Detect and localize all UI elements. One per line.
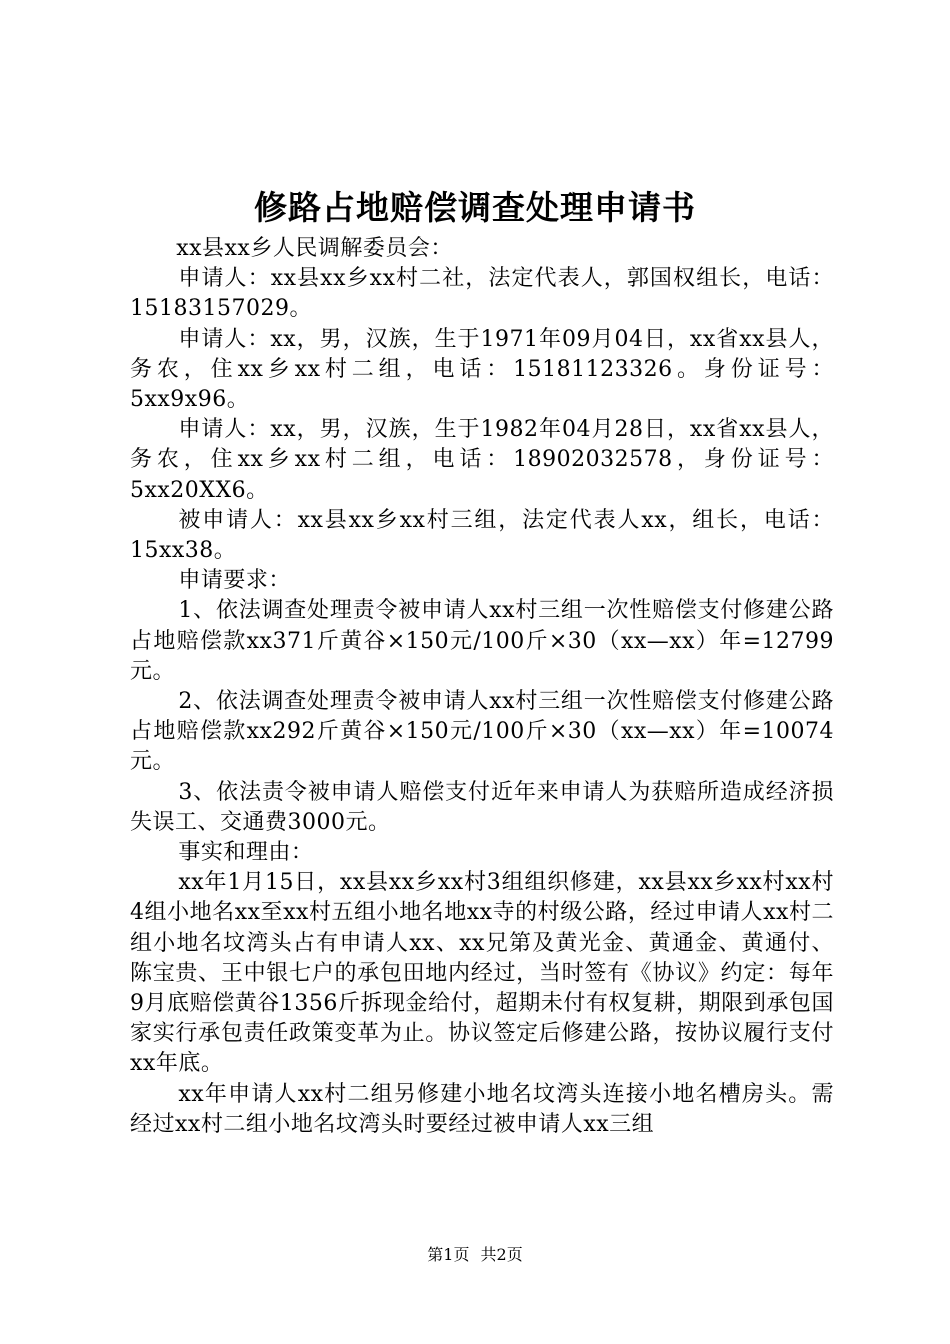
request-3-paragraph: 3、依法责令被申请人赔偿支付近年来申请人为获赔所造成经济损失误工、交通费3000元。 [130,779,834,835]
facts-paragraph-1: xx年1月15日，xx县xx乡xx村3组组织修建，xx县xx乡xx村xx村4组小地名xx至xx村五组小地名地xx寺的村级公路，经过申请人xx村二组小地名坟湾头占有申请人xx、xx兄第及黄光金、黄通金、黄通付、陈宝贵、王中银七户的承包田地内经过，当时签有《协议》约定：每年9月底赔偿黄谷1356斤拆现金给付，超期未付有权复耕，期限到承包国家实行承包责任政策变革为止。协议签定后修建公路，按协议履行支付xx年底。 [130,870,834,1077]
page-number: 第1页 [427,1245,470,1264]
facts-paragraph-2: xx年申请人xx村二组另修建小地名坟湾头连接小地名槽房头。需经过xx村二组小地名坟湾头时要经过被申请人xx三组 [130,1081,834,1137]
page-footer [0,1243,950,1267]
requests-heading: 申请要求： [178,568,291,594]
request-1-paragraph: 1、依法调查处理责令被申请人xx村三组一次性赔偿支付修建公路占地赔偿款xx371斤黄谷×150元/100斤×30（xx—xx）年=12799元。 [130,598,834,684]
applicant-2-paragraph: 申请人：xx，男，汉族，生于1971年09月04日，xx省xx县人，务农，住xx乡xx村二组，电话：15181123326。身份证号：5xx9x96。 [130,326,834,413]
request-2-paragraph: 2、依法调查处理责令被申请人xx村三组一次性赔偿支付修建公路占地赔偿款xx292斤黄谷×150元/100斤×30（xx—xx）年=10074元。 [130,689,834,775]
page-total: 共2页 [480,1245,523,1264]
salutation-paragraph: xx县xx乡人民调解委员会： [176,236,453,261]
respondent-paragraph: 被申请人：xx县xx乡xx村三组，法定代表人xx，组长，电话：15xx38。 [130,507,834,564]
facts-heading: 事实和理由： [178,840,314,866]
applicant-1-paragraph: 申请人：xx县xx乡xx村二社，法定代表人，郭国权组长，电话：15183157029。 [130,266,834,322]
document-body [130,234,834,1140]
applicant-3-paragraph: 申请人：xx，男，汉族，生于1982年04月28日，xx省xx县人，务农，住xx乡xx村二组，电话：18902032578，身份证号：5xx20XX6。 [130,417,834,503]
document-title: 修路占地赔偿调查处理申请书 [254,188,696,227]
